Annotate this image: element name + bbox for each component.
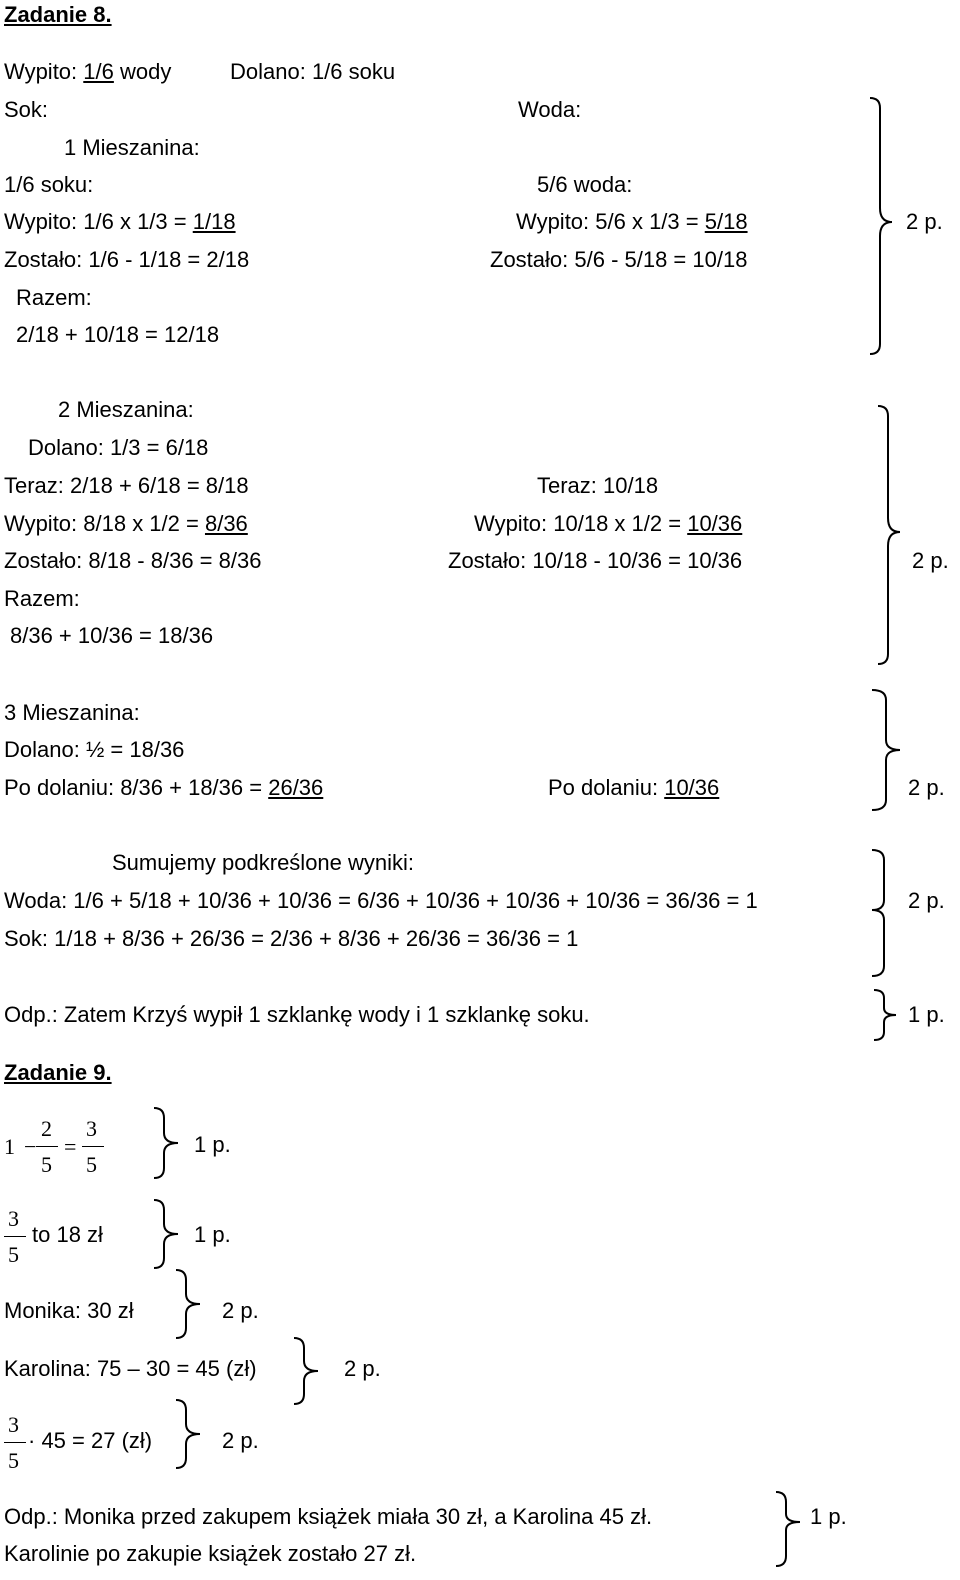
m3-left: Po dolaniu: 8/36 + 18/36 = 26/36 xyxy=(4,775,324,800)
m1-title: 1 Mieszanina: xyxy=(64,135,200,160)
m3-title: 3 Mieszanina: xyxy=(4,700,140,725)
eq3-text: · 45 = 27 (zł) xyxy=(28,1428,153,1453)
eq1-den1: 5 xyxy=(41,1152,52,1177)
eq2-brace-icon xyxy=(150,1198,182,1270)
m2-brace-icon xyxy=(872,404,902,666)
m2-dolano: Dolano: 1/3 = 6/18 xyxy=(28,435,209,460)
eq1-points: 1 p. xyxy=(194,1132,231,1157)
m3-right: Po dolaniu: 10/36 xyxy=(548,775,720,800)
m1-points: 2 p. xyxy=(906,209,943,234)
eq3-bar xyxy=(4,1442,26,1443)
m1-left-wypito: Wypito: 1/6 x 1/3 = 1/18 xyxy=(4,209,236,234)
m1-right-head: 5/6 woda: xyxy=(537,172,633,197)
m2-right-zostalo: Zostało: 10/18 - 10/36 = 10/36 xyxy=(448,548,743,573)
m1-sum: 2/18 + 10/18 = 12/18 xyxy=(16,322,220,347)
summary-brace-icon xyxy=(868,848,898,980)
karolina-text: Karolina: 75 – 30 = 45 (zł) xyxy=(4,1356,257,1381)
m1-right-zostalo: Zostało: 5/6 - 5/18 = 10/18 xyxy=(490,247,748,272)
sok-label: Sok: xyxy=(4,97,49,122)
eq1-den2: 5 xyxy=(86,1152,97,1177)
answer8-brace-icon xyxy=(870,988,900,1044)
task8-line1-right: Dolano: 1/6 soku xyxy=(230,59,396,84)
eq1-num1: 2 xyxy=(41,1116,52,1141)
eq1-bar2 xyxy=(82,1146,104,1147)
eq3-num: 3 xyxy=(8,1412,19,1437)
monika-points: 2 p. xyxy=(222,1298,259,1323)
m2-right-wypito: Wypito: 10/18 x 1/2 = 10/36 xyxy=(474,511,743,536)
m1-right-wypito: Wypito: 5/6 x 1/3 = 5/18 xyxy=(516,209,748,234)
task8-answer: Odp.: Zatem Krzyś wypił 1 szklankę wody i 1 szklankę soku. xyxy=(4,1002,590,1027)
task9-answer-line2: Karolinie po zakupie książek zostało 27 zł. xyxy=(4,1541,417,1566)
answer9-brace-icon xyxy=(772,1490,804,1570)
eq1-eq: = xyxy=(64,1134,77,1159)
eq2-text: to 18 zł xyxy=(32,1222,103,1247)
m2-razem: Razem: xyxy=(4,586,80,611)
task9-title: Zadanie 9. xyxy=(4,1060,112,1085)
eq3-brace-icon xyxy=(172,1398,204,1470)
m2-sum: 8/36 + 10/36 = 18/36 xyxy=(10,623,214,648)
eq3-points: 2 p. xyxy=(222,1428,259,1453)
m3-brace-icon xyxy=(868,688,902,814)
summary-points: 2 p. xyxy=(908,888,945,913)
karolina-brace-icon xyxy=(290,1336,322,1406)
m1-left-head: 1/6 soku: xyxy=(4,172,94,197)
m2-title: 2 Mieszanina: xyxy=(58,397,194,422)
task8-title: Zadanie 8. xyxy=(4,2,112,27)
eq2-num: 3 xyxy=(8,1206,19,1231)
eq2-fraction xyxy=(4,1204,34,1274)
monika-brace-icon xyxy=(172,1268,204,1340)
summary-sok: Sok: 1/18 + 8/36 + 26/36 = 2/36 + 8/36 + 26/36 = 36/36 = 1 xyxy=(4,926,579,951)
eq2-den: 5 xyxy=(8,1242,19,1267)
m2-right-teraz: Teraz: 10/18 xyxy=(537,473,659,498)
eq1-bar1 xyxy=(36,1146,58,1147)
m1-brace-icon xyxy=(864,96,894,356)
task9-answer-line1: Odp.: Monika przed zakupem książek miała 30 zł, a Karolina 45 zł. xyxy=(4,1504,653,1529)
eq1-one: 1 xyxy=(4,1134,15,1159)
eq1-minus: − xyxy=(24,1134,37,1159)
m2-left-wypito: Wypito: 8/18 x 1/2 = 8/36 xyxy=(4,511,248,536)
task8-answer-points: 1 p. xyxy=(908,1002,945,1027)
summary-woda: Woda: 1/6 + 5/18 + 10/36 + 10/36 = 6/36 + 10/36 + 10/36 + 10/36 = 36/36 = 1 xyxy=(4,888,758,913)
m2-points: 2 p. xyxy=(912,548,949,573)
eq2-bar xyxy=(4,1236,26,1237)
m3-dolano: Dolano: ½ = 18/36 xyxy=(4,737,185,762)
eq1-expression xyxy=(4,1112,114,1182)
woda-label: Woda: xyxy=(518,97,582,122)
m1-left-zostalo: Zostało: 1/6 - 1/18 = 2/18 xyxy=(4,247,250,272)
karolina-points: 2 p. xyxy=(344,1356,381,1381)
task8-line1-left: Wypito: 1/6 wody xyxy=(4,59,172,84)
eq1-num2: 3 xyxy=(86,1116,97,1141)
eq1-brace-icon xyxy=(150,1106,182,1180)
eq2-points: 1 p. xyxy=(194,1222,231,1247)
summary-title: Sumujemy podkreślone wyniki: xyxy=(112,850,415,875)
m2-left-zostalo: Zostało: 8/18 - 8/36 = 8/36 xyxy=(4,548,262,573)
m3-points: 2 p. xyxy=(908,775,945,800)
eq3-den: 5 xyxy=(8,1448,19,1473)
task9-answer-points: 1 p. xyxy=(810,1504,847,1529)
m1-razem: Razem: xyxy=(16,285,92,310)
m2-left-teraz: Teraz: 2/18 + 6/18 = 8/18 xyxy=(4,473,249,498)
monika-text: Monika: 30 zł xyxy=(4,1298,134,1323)
